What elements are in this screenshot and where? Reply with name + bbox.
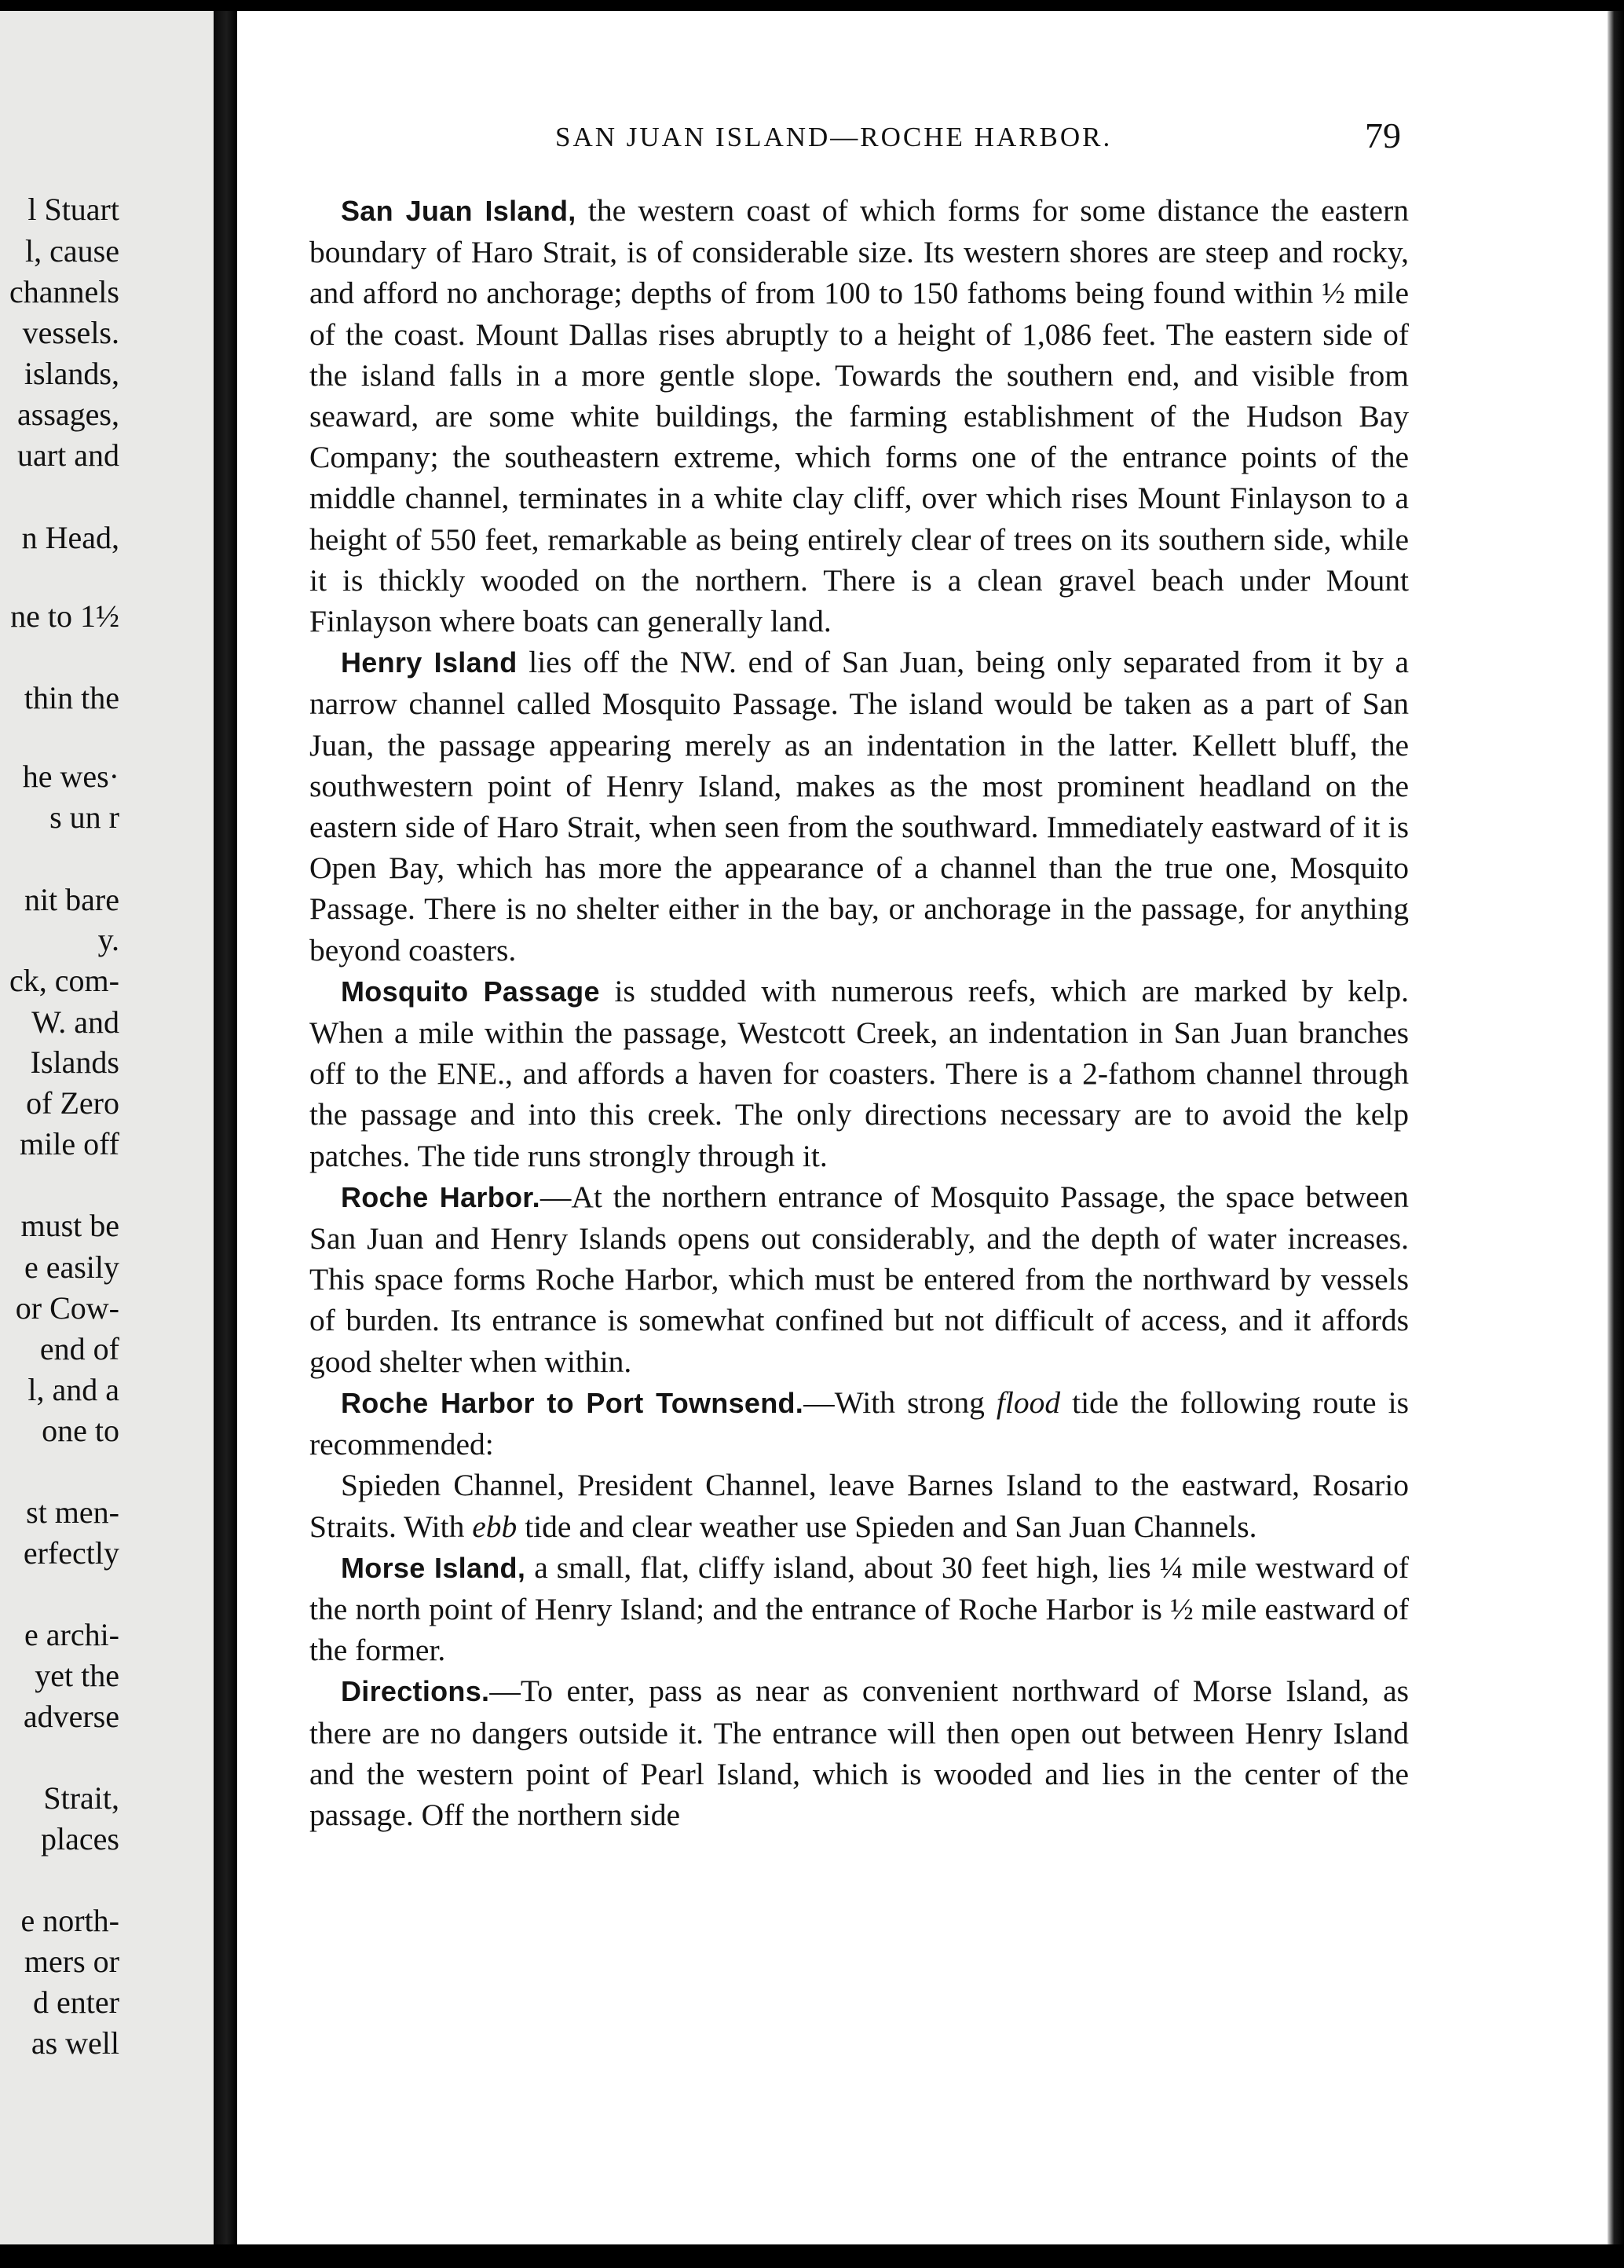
left-page-fragment: one to	[42, 1413, 119, 1448]
left-page-fragment: n Head,	[21, 520, 119, 555]
paragraph-text: is studded with numerous reefs, which are marked by kelp. When a mile within the passage, Westcott Creek, an indentation in San Juan branches off to the ENE., and affords a haven for coasters. There is a 2-fathom channel through the passage and into this creek. The only directions necessary are to avoid the kelp patches. The tide runs strongly through it.	[309, 973, 1409, 1173]
left-page-fragment: uart and	[17, 437, 119, 473]
left-page-fragment: l, cause	[25, 233, 119, 269]
paragraph-text: the western coast of which forms for some distance the eastern boundary of Haro Strait, is of considerable size. Its western shores are steep and rocky, and afford no anchorage; depths of from 100 to 150 fathoms being found within ½ mile of the coast. Mount Dallas rises abruptly to a height of 1,086 feet. The eastern side of the island falls in a more gentle slope. Towards the southern end, and visible from seaward, are some white buildings, the farming establishment of the Hudson Bay Company; the southeastern extreme, which forms one of the entrance points of the middle channel, terminates in a white clay cliff, over which rises Mount Finlayson to a height of 550 feet, remarkable as being entirely clear of trees on its southern side, while it is thickly wooded on the northern. There is a clean gravel beach under Mount Finlayson where boats can generally land.	[309, 193, 1409, 639]
left-page-fragment: nit bare	[24, 882, 119, 917]
emphasized-word: flood	[996, 1385, 1061, 1420]
emphasized-word: ebb	[472, 1509, 518, 1544]
page	[237, 11, 1608, 2244]
left-page-fragment: of Zero	[26, 1085, 119, 1121]
left-page-fragment: islands,	[24, 356, 119, 391]
paragraph-text: —To enter, pass as near as convenient northward of Morse Island, as there are no dangers outside it. The entrance will then open out between Henry Island and the western point of Pearl Island, which is wooded and lies in the center of the passage. Off the northern side	[309, 1674, 1409, 1832]
page-number: 79	[1365, 115, 1401, 155]
left-page-fragment: y.	[97, 922, 119, 957]
paragraph-morse-island	[309, 1547, 1409, 1671]
paragraph-heading: San Juan Island,	[341, 195, 576, 227]
paragraph-heading: Henry Island	[341, 646, 518, 679]
scan-top-edge	[0, 0, 1624, 11]
paragraph-text: lies off the NW. end of San Juan, being only separated from it by a narrow channel called Mosquito Passage. The island would be taken as a part of San Juan, the passage appearing merely as an indentation in the latter. Kellett bluff, the southwestern point of Henry Island, makes as the most prominent headland on the eastern side of Haro Strait, when seen from the southward. Immediately eastward of it is Open Bay, which has more the appearance of a channel than the true one, Mosquito Passage. There is no shelter either in the bay, or anchorage in the passage, for anything beyond coasters.	[309, 645, 1409, 968]
book-gutter	[214, 11, 237, 2244]
scan-bottom-edge	[0, 2244, 1624, 2268]
paragraph-heading: Roche Harbor to Port Townsend.	[341, 1386, 804, 1419]
left-page-fragment: thin the	[24, 680, 119, 715]
paragraph-text: tide the following route is recommended:	[309, 1385, 1409, 1462]
left-page-fragment: d enter	[33, 1985, 119, 2020]
left-page-fragment: assages,	[17, 397, 119, 432]
paragraph-henry-island	[309, 642, 1409, 971]
paragraph-heading: Mosquito Passage	[341, 975, 600, 1008]
left-page-fragment: vessels.	[22, 315, 119, 350]
paragraph-roche-harbor-to-port-townsend	[309, 1382, 1409, 1465]
scan-right-edge	[1608, 11, 1624, 2244]
paragraph-text: —With strong	[803, 1385, 997, 1420]
left-page-fragment: adverse	[23, 1699, 119, 1734]
paragraph-text: —At the northern entrance of Mosquito Passage, the space between San Juan and Henry Islands opens out considerably, and the depth of water increases. This space forms Roche Harbor, which must be entered from the northward by vessels of burden. Its entrance is somewhat confined but not difficult of access, and it affords good shelter when within.	[309, 1179, 1409, 1379]
left-page-fragment: he wes·	[22, 759, 119, 794]
left-page-fragment: end of	[39, 1331, 119, 1366]
left-page-fragment: st men-	[26, 1494, 119, 1530]
left-page-fragment: places	[41, 1821, 119, 1856]
left-page-fragment: e archi-	[24, 1617, 119, 1652]
body-text	[309, 190, 1409, 1835]
paragraph-heading: Morse Island,	[341, 1551, 526, 1584]
left-page-fragment: l, and a	[27, 1372, 119, 1407]
left-page-fragment: channels	[9, 274, 119, 309]
left-page-fragment: s un r	[49, 799, 119, 835]
paragraph-text: a small, flat, cliffy island, about 30 feet high, lies ¼ mile westward of the north point of Henry Island; and the entrance of Roche Harbor is ½ mile eastward of the former.	[309, 1549, 1410, 1668]
left-page-fragment: ck, com-	[9, 963, 119, 998]
left-page-fragment: erfectly	[23, 1535, 119, 1571]
left-page-fragment: must be	[20, 1208, 119, 1243]
left-page-fragment: ne to 1½	[10, 598, 119, 634]
paragraph-route	[309, 1465, 1409, 1546]
paragraph-roche-harbor	[309, 1176, 1409, 1382]
left-page-fragment: mers or	[24, 1944, 119, 1979]
paragraph-mosquito-passage	[309, 971, 1409, 1176]
paragraph-heading: Roche Harbor.	[341, 1180, 540, 1213]
left-page-fragment: W. and	[31, 1004, 119, 1040]
left-page-fragment: as well	[31, 2025, 119, 2061]
left-page-fragment: mile off	[19, 1126, 119, 1161]
paragraph-text: Spieden Channel, President Channel, leave Barnes Island to the eastward, Rosario Straits. With	[309, 1468, 1409, 1544]
left-page-fragment: l Stuart	[27, 192, 119, 227]
paragraph-san-juan-island	[309, 190, 1409, 642]
previous-page-margin	[0, 11, 214, 2244]
paragraph-text: tide and clear weather use Spieden and San Juan Channels.	[517, 1509, 1257, 1544]
paragraph-heading: Directions.	[341, 1675, 490, 1708]
left-page-fragment: or Cow-	[15, 1290, 119, 1326]
left-page-fragment: e north-	[20, 1903, 119, 1938]
running-header: SAN JUAN ISLAND—ROCHE HARBOR.	[555, 122, 1113, 152]
left-page-fragment: yet the	[35, 1658, 119, 1693]
paragraph-directions	[309, 1670, 1409, 1835]
left-page-fragment: Islands	[30, 1044, 119, 1080]
left-page-fragment: Strait,	[43, 1780, 119, 1816]
left-page-fragment: e easily	[24, 1249, 119, 1285]
